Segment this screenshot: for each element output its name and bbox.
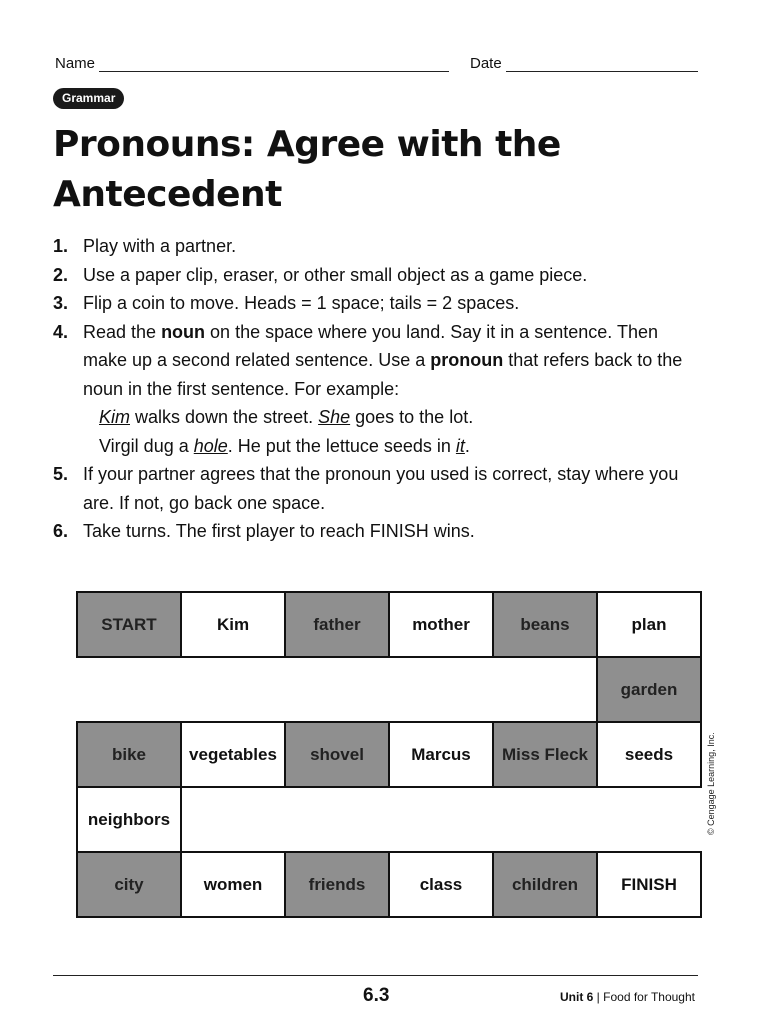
noun-term: noun (161, 321, 206, 342)
page-number: 6.3 (363, 985, 390, 1006)
date-field[interactable] (470, 55, 698, 72)
antecedent-word: hole (193, 435, 228, 456)
name-label: Name (55, 55, 96, 72)
board-space-label: FINISH (621, 874, 677, 894)
step-text: If your partner agrees that the pronoun you used is correct, stay where you are. If not, go back one space. (83, 464, 679, 513)
board-space (492, 851, 598, 918)
example-text: goes to the lot. (350, 407, 474, 427)
board-space-label: START (101, 614, 157, 634)
footer-divider (53, 975, 698, 976)
board-space-label: bike (111, 744, 147, 764)
board-space-label: plan (631, 614, 667, 634)
board-space-label: children (511, 874, 579, 894)
board-space-label: shovel (310, 744, 364, 764)
board-space (596, 591, 702, 658)
pronoun-word: it (455, 435, 465, 456)
board-space-label: friends (308, 874, 366, 894)
step-number: 5. (53, 464, 69, 484)
unit-number: Unit 6 (560, 990, 594, 1004)
step-3 (53, 289, 693, 318)
board-space (76, 721, 182, 788)
step-number: 3. (53, 293, 69, 313)
board-space-label: Miss Fleck (502, 744, 588, 764)
board-space (492, 591, 598, 658)
board-space (180, 851, 286, 918)
example-sentence-1 (53, 403, 693, 432)
board-space-label: Marcus (411, 744, 471, 764)
unit-separator: | (593, 990, 604, 1004)
board-space-label: Kim (216, 614, 250, 634)
board-space (596, 851, 702, 918)
board-space (596, 721, 702, 788)
step-4-part-c: on the space where you land. Say it in a sentence. Then make up a second related sentence. Use a (83, 321, 659, 370)
board-space (492, 721, 598, 788)
example-text: walks down the street. (130, 407, 319, 427)
board-space-label: seeds (624, 744, 674, 764)
board-space (284, 851, 390, 918)
step-text: Take turns. The first player to reach FINISH wins. (83, 521, 475, 541)
board-space (388, 721, 494, 788)
board-space (388, 851, 494, 918)
antecedent-word: Kim (99, 407, 130, 427)
step-text: Flip a coin to move. Heads = 1 space; tails = 2 spaces. (83, 293, 520, 313)
board-space (76, 591, 182, 658)
board-space-label: father (313, 614, 361, 634)
name-field[interactable] (55, 55, 449, 72)
step-5 (53, 460, 693, 517)
example-sentence-2 (53, 432, 693, 461)
step-text (83, 318, 693, 461)
board-space-label: class (419, 874, 463, 894)
step-4-part-e: that refers back to the noun in the first sentence. For example: (83, 350, 683, 399)
example-text: . He put the lettuce seeds in (227, 435, 456, 456)
pronoun-term: pronoun (430, 350, 504, 370)
board-space (284, 591, 390, 658)
board-space (180, 721, 286, 788)
copyright-credit: © Cengage Learning, Inc. (706, 732, 716, 835)
unit-label (560, 990, 695, 1004)
board-space-label: garden (620, 679, 678, 699)
step-4-part-a: Read the (83, 321, 162, 342)
name-line[interactable] (99, 57, 449, 72)
date-line[interactable] (506, 57, 698, 72)
page-title (53, 120, 693, 220)
board-space-label: beans (520, 614, 570, 634)
pronoun-word: She (318, 407, 351, 427)
board-space (76, 851, 182, 918)
board-space (388, 591, 494, 658)
date-label: Date (470, 55, 502, 72)
step-number: 4. (53, 321, 69, 342)
step-6 (53, 517, 693, 546)
board-space-label: vegetables (189, 744, 277, 764)
title-line-2: Antecedent (53, 174, 282, 215)
step-2 (53, 261, 693, 290)
example-text: Virgil dug a (99, 435, 194, 456)
step-1 (53, 232, 693, 261)
step-number: 6. (53, 521, 69, 541)
step-number: 2. (53, 264, 69, 285)
board-space (284, 721, 390, 788)
step-text: Play with a partner. (83, 236, 237, 256)
unit-title: Food for Thought (603, 990, 695, 1004)
board-space-label: neighbors (87, 809, 171, 829)
step-number: 1. (53, 236, 69, 256)
step-4 (53, 318, 693, 461)
board-space (180, 591, 286, 658)
board-space-label: women (203, 874, 263, 894)
example-text: . (464, 435, 470, 456)
title-line-1: Pronouns: Agree with the (53, 124, 561, 165)
board-space-label: mother (412, 614, 470, 634)
board-space (76, 786, 182, 853)
grammar-badge: Grammar (53, 88, 124, 109)
board-space (596, 656, 702, 723)
instructions-list (53, 232, 693, 546)
step-text: Use a paper clip, eraser, or other small object as a game piece. (83, 264, 588, 285)
board-space-label: city (114, 874, 144, 894)
